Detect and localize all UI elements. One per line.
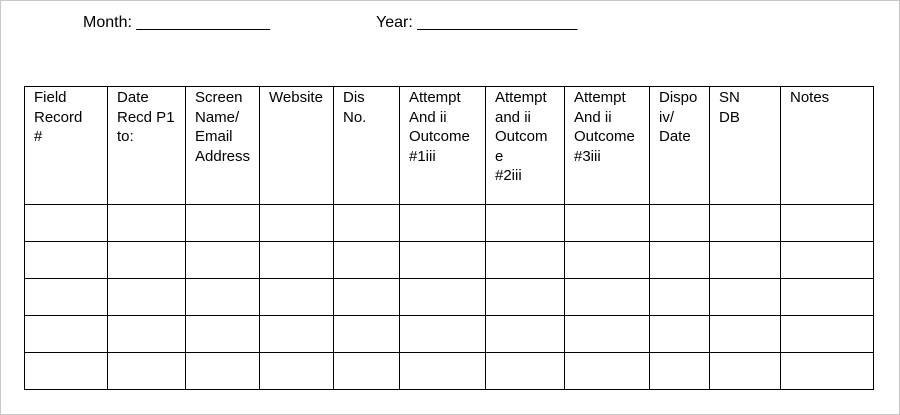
table-cell[interactable] [260, 279, 334, 316]
table-cell[interactable] [710, 242, 781, 279]
column-header-attempt-1: Attempt And ii Outcome #1iii [400, 87, 486, 205]
year-label: Year: __________________ [376, 14, 578, 31]
table-cell[interactable] [186, 316, 260, 353]
table-cell[interactable] [260, 353, 334, 390]
table-cell[interactable] [486, 316, 565, 353]
table-cell[interactable] [334, 279, 400, 316]
table-cell[interactable] [260, 316, 334, 353]
month-label: Month: _______________ [83, 14, 270, 31]
column-header-notes: Notes [781, 87, 874, 205]
table-cell[interactable] [781, 279, 874, 316]
table-cell[interactable] [108, 205, 186, 242]
table-cell[interactable] [334, 316, 400, 353]
column-header-screen-name: Screen Name/ Email Address [186, 87, 260, 205]
table-row [25, 205, 874, 242]
table-cell[interactable] [400, 279, 486, 316]
table-cell[interactable] [108, 242, 186, 279]
table-cell[interactable] [186, 242, 260, 279]
table-cell[interactable] [486, 205, 565, 242]
table-cell[interactable] [260, 242, 334, 279]
table-row [25, 279, 874, 316]
table-cell[interactable] [650, 205, 710, 242]
table-row [25, 316, 874, 353]
table-cell[interactable] [108, 279, 186, 316]
column-header-field-record: Field Record # [25, 87, 108, 205]
table-cell[interactable] [710, 353, 781, 390]
table-cell[interactable] [565, 205, 650, 242]
table-cell[interactable] [710, 205, 781, 242]
table-cell[interactable] [260, 205, 334, 242]
table-cell[interactable] [650, 242, 710, 279]
column-header-sn-db: SN DB [710, 87, 781, 205]
table-cell[interactable] [486, 279, 565, 316]
table-row [25, 353, 874, 390]
table-cell[interactable] [186, 279, 260, 316]
table-cell[interactable] [400, 316, 486, 353]
table-cell[interactable] [400, 353, 486, 390]
table-cell[interactable] [486, 353, 565, 390]
table-cell[interactable] [650, 279, 710, 316]
table-cell[interactable] [710, 316, 781, 353]
table-cell[interactable] [400, 242, 486, 279]
column-header-date-recd: Date Recd P1 to: [108, 87, 186, 205]
table-row [25, 242, 874, 279]
table-cell[interactable] [25, 205, 108, 242]
table-cell[interactable] [25, 353, 108, 390]
table-cell[interactable] [781, 316, 874, 353]
table-cell[interactable] [781, 205, 874, 242]
table-cell[interactable] [565, 353, 650, 390]
table-cell[interactable] [334, 353, 400, 390]
table-cell[interactable] [186, 205, 260, 242]
table-cell[interactable] [565, 242, 650, 279]
table-cell[interactable] [650, 316, 710, 353]
column-header-website: Website [260, 87, 334, 205]
table-cell[interactable] [400, 205, 486, 242]
table-cell[interactable] [108, 316, 186, 353]
table-cell[interactable] [781, 242, 874, 279]
column-header-attempt-2: Attempt and ii Outcom e #2iii [486, 87, 565, 205]
table-cell[interactable] [781, 353, 874, 390]
column-header-dispo-date: Dispo iv/ Date [650, 87, 710, 205]
header-row [25, 87, 874, 205]
table-cell[interactable] [650, 353, 710, 390]
column-header-attempt-3: Attempt And ii Outcome #3iii [565, 87, 650, 205]
table-cell[interactable] [710, 279, 781, 316]
table-cell[interactable] [25, 242, 108, 279]
column-header-dis-no: Dis No. [334, 87, 400, 205]
table-cell[interactable] [334, 242, 400, 279]
table-cell[interactable] [25, 316, 108, 353]
table-cell[interactable] [486, 242, 565, 279]
table-cell[interactable] [334, 205, 400, 242]
log-table [24, 86, 874, 390]
table-cell[interactable] [25, 279, 108, 316]
table-cell[interactable] [186, 353, 260, 390]
table-cell[interactable] [565, 279, 650, 316]
table-cell[interactable] [108, 353, 186, 390]
table-cell[interactable] [565, 316, 650, 353]
